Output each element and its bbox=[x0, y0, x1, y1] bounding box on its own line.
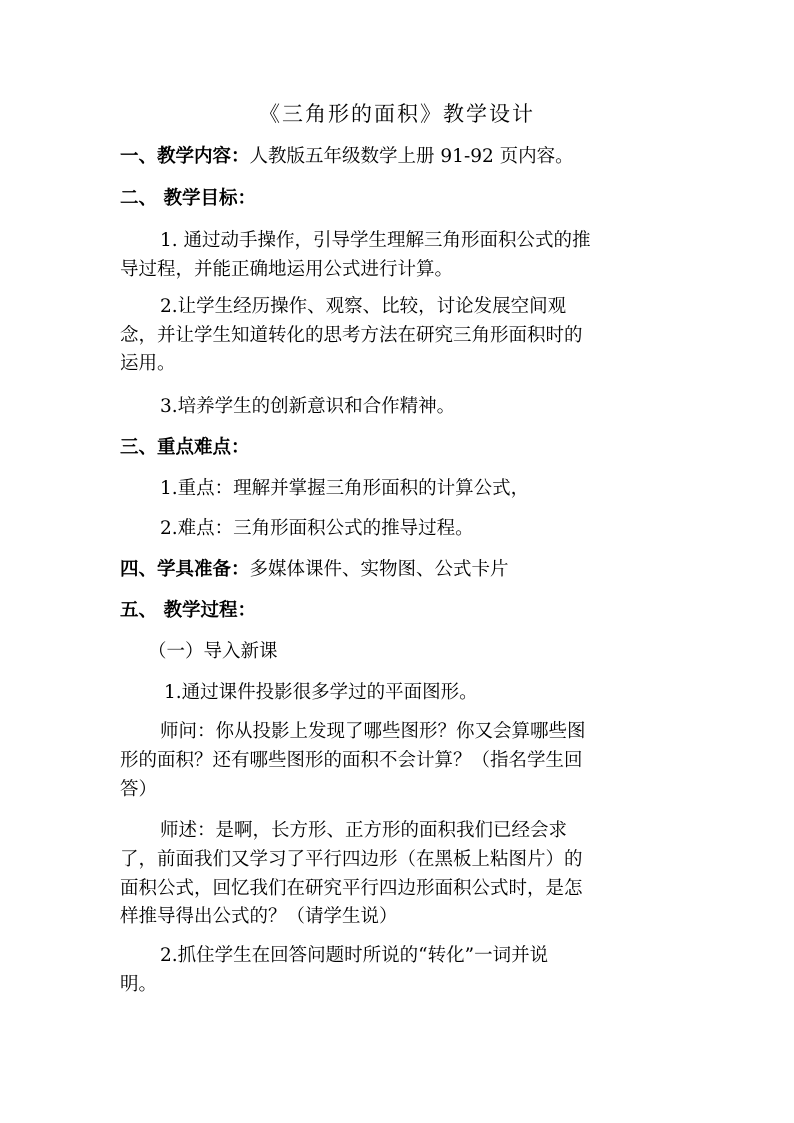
keypoint-key: 1.重点：理解并掌握三角形面积的计算公式， bbox=[160, 478, 530, 499]
section-content-text: 人教版五年级数学上册 91-92 页内容。 bbox=[249, 146, 574, 167]
objective-1-line-2: 导过程，并能正确地运用公式进行计算。 bbox=[120, 259, 454, 280]
document-title: 《三角形的面积》教学设计 bbox=[259, 102, 535, 126]
section-keypoints-label: 三、重点难点： bbox=[120, 437, 250, 458]
teacher-statement-line-1: 师述：是啊，长方形、正方形的面积我们已经会求 bbox=[160, 820, 568, 841]
section-process-heading bbox=[120, 597, 256, 625]
section-process-label: 五、 教学过程： bbox=[120, 600, 256, 621]
process-subheading: （一）导入新课 bbox=[148, 641, 278, 662]
objective-2-line-3: 运用。 bbox=[120, 353, 176, 374]
keypoint-difficult: 2.难点：三角形面积公式的推导过程。 bbox=[160, 518, 474, 539]
objective-2-line-1: 2.让学生经历操作、观察、比较，讨论发展空间观 bbox=[160, 296, 567, 317]
process-step-1: 1.通过课件投影很多学过的平面图形。 bbox=[164, 682, 478, 703]
section-objectives-label: 二、 教学目标： bbox=[120, 188, 256, 209]
teacher-statement-line-4: 样推导得出公式的？（请学生说） bbox=[120, 906, 398, 927]
section-content-heading bbox=[120, 143, 574, 171]
section-materials-heading bbox=[120, 556, 509, 584]
section-objectives-heading bbox=[120, 185, 256, 213]
process-step-2-line-1: 2.抓住学生在回答问题时所说的“转化”一词并说 bbox=[160, 945, 549, 966]
teacher-question-line-3: 答） bbox=[120, 779, 158, 800]
section-materials-label: 四、学具准备： bbox=[120, 559, 250, 580]
section-content-label: 一、教学内容： bbox=[120, 146, 250, 167]
section-keypoints-heading bbox=[120, 434, 250, 462]
teacher-question-line-2: 形的面积？还有哪些图形的面积不会计算？（指名学生回 bbox=[120, 750, 583, 771]
objective-3-line-1: 3.培养学生的创新意识和合作精神。 bbox=[160, 396, 456, 417]
section-materials-text: 多媒体课件、实物图、公式卡片 bbox=[249, 559, 509, 580]
process-step-2-line-2: 明。 bbox=[120, 974, 158, 995]
teacher-statement-line-3: 面积公式，回忆我们在研究平行四边形面积公式时，是怎 bbox=[120, 878, 583, 899]
objective-1-line-1: 1. 通过动手操作，引导学生理解三角形面积公式的推 bbox=[160, 230, 591, 251]
objective-2-line-2: 念，并让学生知道转化的思考方法在研究三角形面积时的 bbox=[120, 325, 583, 346]
teacher-question-line-1: 师问：你从投影上发现了哪些图形？你又会算哪些图 bbox=[160, 721, 586, 742]
teacher-statement-line-2: 了，前面我们又学习了平行四边形（在黑板上粘图片）的 bbox=[120, 849, 583, 870]
